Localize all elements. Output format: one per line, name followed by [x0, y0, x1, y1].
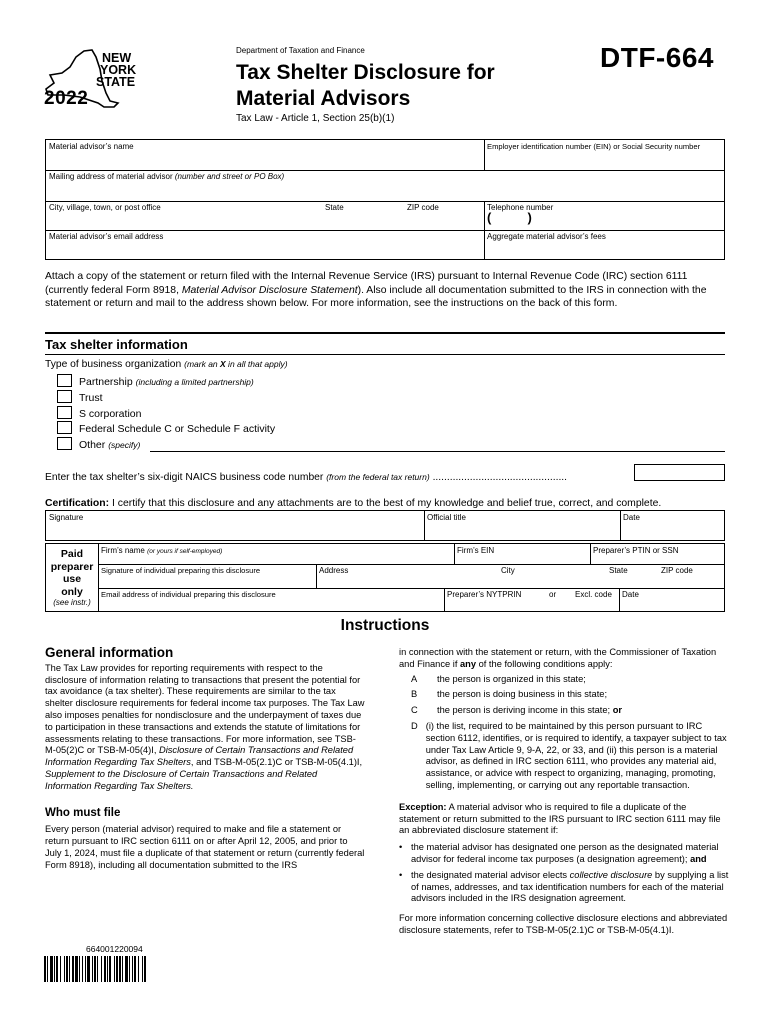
naics-label [45, 472, 635, 483]
state-label: State [325, 203, 344, 212]
advisor-ein-field[interactable] [484, 140, 724, 170]
condition-text [429, 705, 622, 717]
condition-c-or: or [612, 705, 623, 716]
bullet-2-text-a: the designated material advisor elects [411, 869, 570, 880]
preparer-address-field[interactable] [316, 564, 436, 588]
firm-ein-label: Firm’s EIN [457, 546, 495, 555]
certification-grid [45, 510, 725, 541]
intro-text-a: in connection with the statement or return, with the Commissioner of Taxation and Finance if [399, 647, 717, 669]
condition-letter: C [411, 705, 418, 716]
business-type-label [45, 359, 288, 370]
attach-text-1: Attach a copy of the statement or return filed with the Internal Revenue Service (IRS) pursuant to Internal Revenue Code (IRC) section 6111 (currently federal Form 8918, [45, 271, 688, 296]
condition-letter: D [411, 720, 418, 731]
aggregate-fees-field[interactable] [484, 230, 724, 260]
city-field[interactable] [46, 201, 316, 230]
preparer-zip-label: ZIP code [661, 566, 693, 575]
naics-hint: (from the federal tax return) [326, 472, 430, 482]
telephone-label: Telephone number [487, 203, 554, 212]
form-title-line-1: Tax Shelter Disclosure for [236, 61, 495, 84]
tax-shelter-heading: Tax shelter information [45, 337, 188, 352]
certification-label: Certification: [45, 498, 110, 509]
condition-letter: B [411, 689, 418, 700]
advisor-name-label: Material advisor’s name [49, 142, 134, 151]
general-italic-1: Disclosure of Certain Transactions and Related Information Regarding Tax Shelters [45, 745, 354, 768]
zip-label: ZIP code [407, 203, 439, 212]
condition-letter: A [411, 673, 418, 684]
schedule-c-f-option: Federal Schedule C or Schedule F activity [79, 423, 276, 435]
other-specify-line[interactable] [150, 451, 725, 452]
condition-item [399, 705, 729, 717]
nytprin-or-text: or [549, 590, 557, 599]
certification-statement [45, 498, 661, 509]
condition-item [399, 689, 729, 701]
exception-bullet-2 [399, 870, 729, 905]
business-type-text: Type of business organization [45, 359, 182, 370]
paid-preparer-label [46, 546, 98, 611]
preparer-email-field[interactable] [98, 588, 444, 611]
form-year: 2022 [44, 88, 89, 109]
section-divider [45, 332, 725, 334]
state-name [94, 52, 136, 88]
tax-shelter-rule [45, 354, 725, 355]
mailing-address-label: Mailing address of material advisor [49, 172, 173, 181]
condition-item [399, 721, 729, 792]
advisor-email-label: Material advisor’s email address [49, 232, 164, 241]
attach-form-name: Material Advisor Disclosure Statement [181, 284, 358, 296]
preparer-zip-field[interactable] [658, 564, 724, 588]
other-hint: (specify) [108, 440, 141, 450]
paid-preparer-line-5: (see instr.) [53, 598, 91, 607]
exception-paragraph [399, 802, 729, 837]
partnership-label: Partnership [79, 376, 133, 388]
bullet-2-italic: collective disclosure [569, 869, 653, 880]
preparer-city-field[interactable] [498, 564, 548, 588]
preparer-nytprin-label: Preparer’s NYTPRIN [447, 590, 522, 599]
preparer-email-label: Email address of individual preparing this disclosure [101, 590, 276, 599]
official-title-field[interactable] [424, 511, 620, 540]
preparer-date-field[interactable] [619, 588, 724, 611]
other-checkbox[interactable] [57, 437, 72, 450]
exception-bullet-1 [399, 842, 729, 866]
preparer-address-label: Address [319, 566, 349, 575]
cert-date-label: Date [623, 513, 640, 522]
condition-item [399, 674, 729, 686]
general-text-a: The Tax Law provides for reporting requirements with respect to the disclosure of information relating to transactions that present the potential for tax avoidance (a tax shelter). These requirements are similar to the tax shelter disclosure requirements for federal income tax purposes. The Tax Law also imposes penalties for nondisclosure and the underpayment of taxes due to participation in these transactions and extends the statute of limitations for assessments relating to these transactions. For more information, see TSB-M-05(2)C or TSB-M-05(4)I, [45, 662, 365, 756]
other-option [79, 439, 140, 451]
firm-name-hint: (or yours if self-employed) [147, 548, 223, 555]
hint-part-a: (mark an [184, 359, 221, 369]
preparer-state-label: State [609, 566, 628, 575]
zip-field[interactable] [404, 201, 484, 230]
s-corporation-checkbox[interactable] [57, 406, 72, 419]
preparer-signature-field[interactable] [98, 564, 316, 588]
exclusion-code-label: Excl. code [575, 590, 612, 599]
preparer-signature-label: Signature of individual preparing this disclosure [101, 566, 261, 575]
naics-leader-dots: ............................................... [432, 472, 568, 483]
mailing-address-field[interactable] [46, 170, 724, 201]
condition-c-text: the person is deriving income in this state; [437, 705, 613, 716]
attach-instructions [45, 270, 725, 311]
paid-preparer-line-1: Paid [60, 548, 84, 560]
barcode-icon [44, 956, 194, 982]
telephone-field[interactable] [484, 201, 724, 230]
exclusion-code-field[interactable] [572, 588, 619, 611]
naics-code-input[interactable] [634, 464, 725, 481]
business-type-hint [184, 359, 287, 369]
naics-text: Enter the tax shelter’s six-digit NAICS business code number [45, 472, 324, 483]
firm-name-label: Firm’s name [101, 546, 145, 555]
cert-date-field[interactable] [620, 511, 724, 540]
intro-any: any [459, 658, 477, 669]
intro-text-b: of the following conditions apply: [476, 658, 613, 669]
paid-preparer-grid [45, 543, 725, 612]
preparer-city-label: City [501, 566, 515, 575]
aggregate-fees-label: Aggregate material advisor’s fees [487, 232, 606, 241]
who-must-file-text: Every person (material advisor) required to make and file a statement or return pursuant to IRC section 6111 on or after April 12, 2005, and prior to July 1, 2024, must file a duplicate of that statement or return (currently federal Form 8918), including all documentation submitted to the IRS [45, 824, 365, 870]
condition-text: (i) the list, required to be maintained by this person pursuant to IRC section 6112, identifies, or is required to identify, a taxpayer subject to tax under Tax Law Article 9, 9-A, 22, or 33, and (ii) this person is a material advisor, as defined in IRC section 6111, who provides any material aid, assistance, or advice with respect to organizing, managing, promoting, selling, implementing, or carrying out any reportable transaction. [425, 720, 727, 790]
preparer-date-label: Date [622, 590, 639, 599]
who-must-file-heading: Who must file [45, 806, 121, 819]
preparer-ptin-label: Preparer’s PTIN or SSN [593, 546, 679, 555]
firm-name-field[interactable] [98, 544, 454, 564]
bullet-1-text-a: the material advisor has designated one person as the designated material advisor for federal income tax purposes (a designation agreement); [411, 842, 719, 864]
hint-x: X [220, 359, 226, 369]
bullet-2-text [411, 870, 729, 905]
attach-text-2: ). Also include all documentation submitted to the IRS in connection with the statement or return and mail to the address shown below. For more information, see the instructions on the back of this form. [45, 284, 707, 310]
general-information-text [45, 663, 365, 793]
bullet-icon: • [399, 842, 403, 853]
firm-ein-field[interactable] [454, 544, 590, 564]
more-information-text: For more information concerning collective disclosure elections and abbreviated disclosure statements, refer to TSB-M-05(2.1)C or TSB-M-05(4.1)I. [399, 913, 728, 935]
preparer-nytprin-field[interactable] [444, 588, 544, 611]
bullet-1-text [411, 842, 729, 866]
trust-option: Trust [79, 392, 103, 404]
advisor-ein-label: Employer identification number (EIN) or Social Security number [487, 142, 701, 151]
signature-field[interactable] [46, 511, 424, 540]
barcode-number: 664001220094 [86, 944, 143, 954]
partnership-hint: (including a limited partnership) [135, 377, 254, 387]
exception-label: Exception: [399, 801, 447, 812]
state-line-1: NEW [102, 51, 132, 65]
city-label: City, village, town, or post office [49, 203, 161, 212]
advisor-email-field[interactable] [46, 230, 484, 260]
state-line-2: YORK [100, 63, 137, 77]
advisor-info-grid [45, 139, 725, 260]
bullet-1-and: and [690, 853, 707, 864]
state-line-3: STATE [96, 75, 136, 89]
state-field[interactable] [322, 201, 402, 230]
other-label: Other [79, 439, 106, 451]
partnership-checkbox[interactable] [57, 374, 72, 387]
schedule-c-f-checkbox[interactable] [57, 421, 72, 434]
paid-preparer-line-4: only [61, 585, 83, 598]
preparer-ptin-field[interactable] [590, 544, 724, 564]
paid-preparer-line-3: use [62, 573, 82, 585]
s-corporation-option: S corporation [79, 408, 142, 420]
general-italic-2: Supplement to the Disclosure of Certain Transactions and Related Information Regarding Tax Shelters. [45, 768, 318, 791]
official-title-label: Official title [427, 513, 466, 522]
instructions-title: Instructions [340, 617, 430, 634]
bullet-2-text-b: by supplying a list of names, addresses, and tax identification numbers for each of the material advisors included in the IRS designation agreement. [411, 869, 729, 904]
partnership-option [79, 376, 254, 388]
trust-checkbox[interactable] [57, 390, 72, 403]
conditions-list [399, 674, 729, 792]
form-title-line-2: Material Advisors [236, 87, 411, 110]
form-number: DTF-664 [600, 42, 714, 73]
signature-label: Signature [49, 513, 84, 522]
instructions-left-column [45, 647, 365, 872]
paid-preparer-line-2: preparer [50, 560, 94, 573]
mailing-address-hint: (number and street or PO Box) [174, 172, 285, 181]
certification-text: I certify that this disclosure and any attachments are to the best of my knowledge and belief true, correct, and complete. [109, 498, 662, 509]
general-information-heading: General information [45, 645, 174, 660]
department-name: Department of Taxation and Finance [236, 46, 365, 55]
general-text-b: , and TSB-M-05(2.1)C or TSB-M-05(4.1)I, [190, 757, 363, 768]
instructions-right-column [399, 647, 729, 937]
conditions-intro [399, 647, 729, 671]
law-reference: Tax Law - Article 1, Section 25(b)(1) [236, 113, 395, 124]
telephone-area-code: ( ) [487, 210, 532, 225]
condition-text: the person is organized in this state; [437, 673, 586, 684]
form-title [236, 60, 495, 112]
exception-text: A material advisor who is required to file a duplicate of the statement or return submitted to the IRS pursuant to IRC section 6111 may file an abbreviated disclosure statement if: [399, 801, 721, 836]
condition-text: the person is doing business in this state; [437, 689, 608, 700]
hint-part-b: in all that apply) [225, 359, 288, 369]
preparer-state-field[interactable] [606, 564, 646, 588]
bullet-icon: • [399, 869, 403, 880]
advisor-name-field[interactable] [46, 140, 484, 170]
